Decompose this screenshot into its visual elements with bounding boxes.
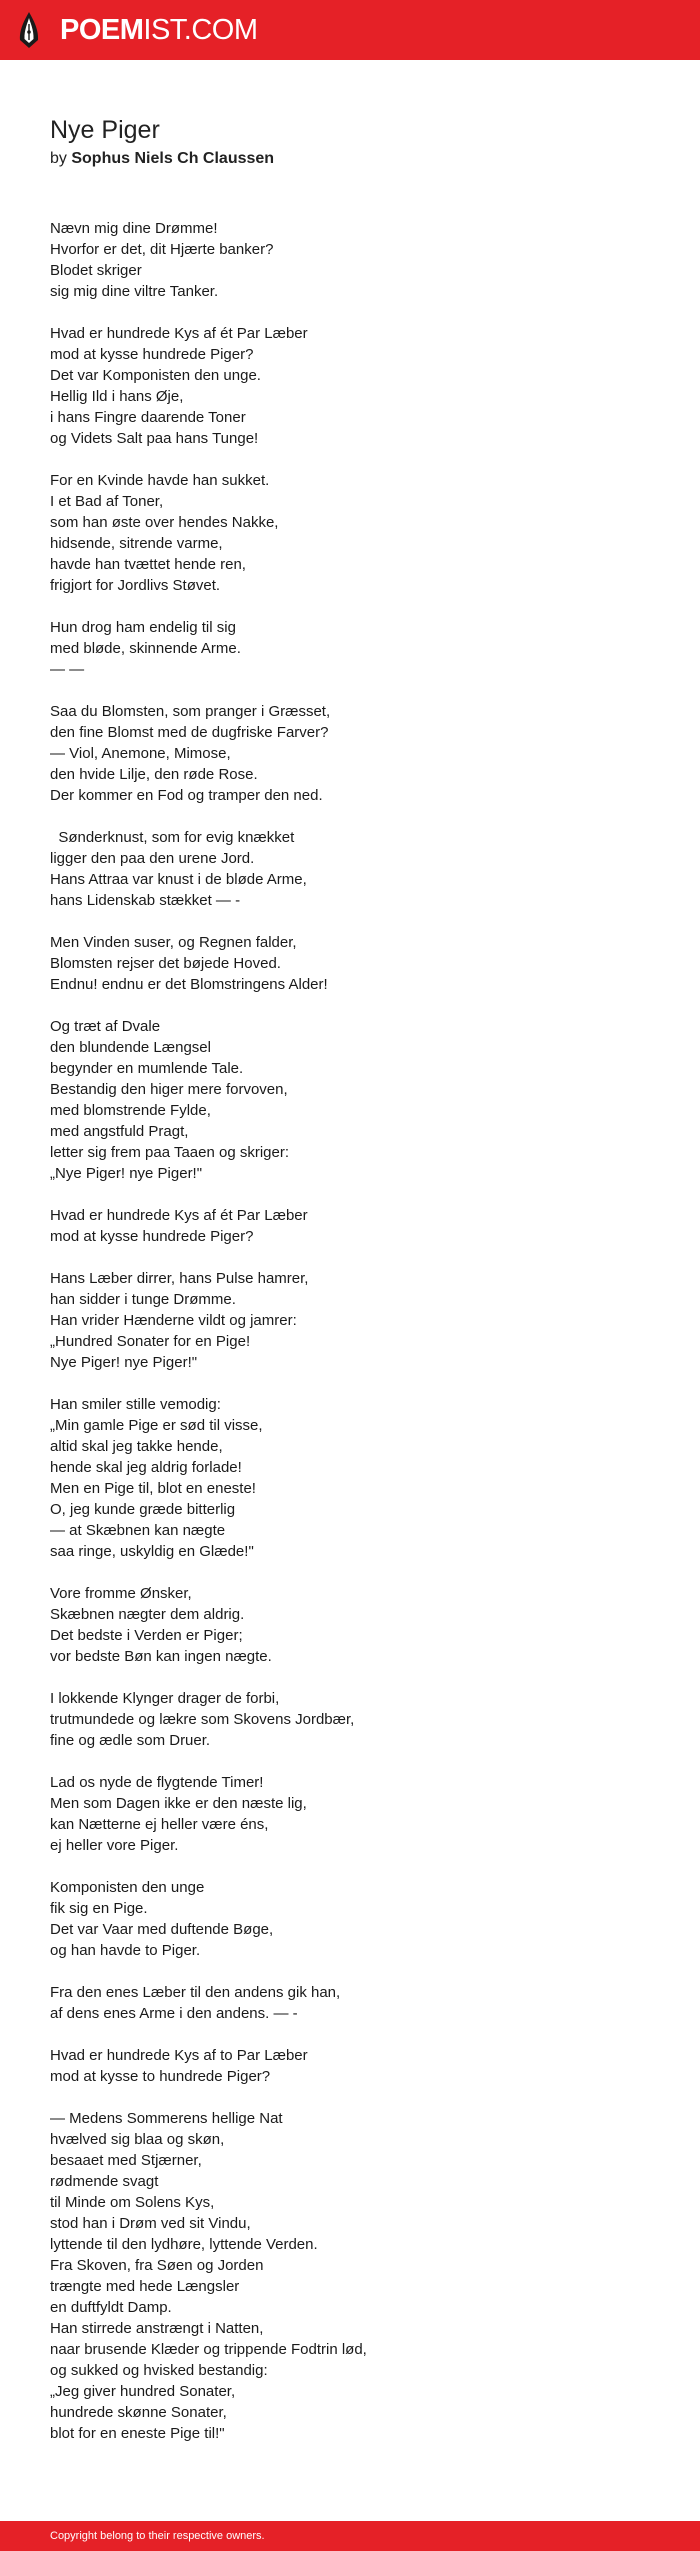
poem-line: „Min gamle Pige er sød til visse,: [50, 1417, 263, 1434]
poem-line: „Hundred Sonater for en Pige!: [50, 1333, 251, 1350]
poem-stanza: [50, 2045, 670, 2087]
poem-line: fine og ædle som Druer.: [50, 1732, 211, 1749]
poem-line: med blomstrende Fylde,: [50, 1102, 211, 1119]
poem-line: hvælved sig blaa og skøn,: [50, 2131, 225, 2148]
poem-line: Vore fromme Ønsker,: [50, 1585, 192, 1602]
poem-line: Nye Piger! nye Piger!": [50, 1354, 198, 1371]
poem-stanza: [50, 218, 670, 302]
poem-line: han sidder i tunge Drømme.: [50, 1291, 236, 1308]
poem-line: Skæbnen nægter dem aldrig.: [50, 1606, 245, 1623]
poem-line: Saa du Blomsten, som pranger i Græsset,: [50, 703, 331, 720]
logo-text-light: IST.COM: [143, 14, 258, 46]
poem-line: Bestandig den higer mere forvoven,: [50, 1081, 288, 1098]
poem-stanza: [50, 1583, 670, 1667]
poem-line: begynder en mumlende Tale.: [50, 1060, 244, 1077]
poem-line: Hans Attraa var knust i de bløde Arme,: [50, 871, 307, 888]
poem-line: den fine Blomst med de dugfriske Farver?: [50, 724, 329, 741]
poem-line: Hans Læber dirrer, hans Pulse hamrer,: [50, 1270, 309, 1287]
poem-line: I et Bad af Toner,: [50, 493, 164, 510]
poem-line: af dens enes Arme i den andens. — -: [50, 2005, 298, 2022]
poem-line: blot for en eneste Pige til!": [50, 2425, 225, 2442]
poem-stanza: [50, 323, 670, 449]
poem-line: hidsende, sitrende varme,: [50, 535, 223, 552]
author-link[interactable]: Sophus Niels Ch Claussen: [71, 150, 275, 167]
poem-line: rødmende svagt: [50, 2173, 159, 2190]
poem-line: hans Lidenskab stækket — -: [50, 892, 241, 909]
poem-stanza: [50, 1772, 670, 1856]
poem-line: til Minde om Solens Kys,: [50, 2194, 215, 2211]
poem-line: Komponisten den unge: [50, 1879, 205, 1896]
poem-line: For en Kvinde havde han sukket.: [50, 472, 270, 489]
poem-line: saa ringe, uskyldig en Glæde!": [50, 1543, 254, 1560]
poem-stanza: [50, 1877, 670, 1961]
poem-line: ligger den paa den urene Jord.: [50, 850, 255, 867]
poem-line: Han vrider Hænderne vildt og jamrer:: [50, 1312, 297, 1329]
logo-text-strong: POEM: [60, 14, 144, 46]
poem-line: Hun drog ham endelig til sig: [50, 619, 236, 636]
poem-line: og han havde to Piger.: [50, 1942, 201, 1959]
poem-line: sig mig dine viltre Tanker.: [50, 283, 219, 300]
poem-line: hundrede skønne Sonater,: [50, 2404, 227, 2421]
poem-line: Lad os nyde de flygtende Timer!: [50, 1774, 264, 1791]
poem-line: og sukked og hvisked bestandig:: [50, 2362, 268, 2379]
poem-line: Hvad er hundrede Kys af ét Par Læber: [50, 325, 308, 342]
poem-line: Sønderknust, som for evig knækket: [50, 829, 295, 846]
poem-body: [50, 218, 670, 2465]
poem-line: Det var Komponisten den unge.: [50, 367, 261, 384]
poem-line: Men en Pige til, blot en eneste!: [50, 1480, 256, 1497]
poem-line: Fra den enes Læber til den andens gik han,: [50, 1984, 341, 2001]
poem-line: Blomsten rejser det bøjede Hoved.: [50, 955, 281, 972]
byline: [50, 148, 274, 170]
poem-line: stod han i Drøm ved sit Vindu,: [50, 2215, 251, 2232]
poem-line: — —: [50, 661, 85, 678]
poem-line: Fra Skoven, fra Søen og Jorden: [50, 2257, 264, 2274]
poem-line: „Nye Piger! nye Piger!": [50, 1165, 203, 1182]
poem-stanza: [50, 1205, 670, 1247]
poem-line: Hellig Ild i hans Øje,: [50, 388, 184, 405]
poem-stanza: [50, 1982, 670, 2024]
poem-line: den hvide Lilje, den røde Rose.: [50, 766, 258, 783]
poem-line: altid skal jeg takke hende,: [50, 1438, 223, 1455]
poem-stanza: [50, 470, 670, 596]
site-logo[interactable]: [60, 14, 258, 46]
poem-line: fik sig en Pige.: [50, 1900, 148, 1917]
poem-line: Det var Vaar med duftende Bøge,: [50, 1921, 274, 1938]
poem-line: I lokkende Klynger drager de forbi,: [50, 1690, 280, 1707]
poem-line: frigjort for Jordlivs Støvet.: [50, 577, 221, 594]
site-footer: [0, 2521, 700, 2551]
poem-stanza: [50, 1268, 670, 1373]
poem-line: Han smiler stille vemodig:: [50, 1396, 221, 1413]
poem-line: besaaet med Stjærner,: [50, 2152, 202, 2169]
poem-stanza: [50, 2108, 670, 2444]
poem-line: havde han tvættet hende ren,: [50, 556, 246, 573]
site-header: [0, 0, 700, 60]
poem-line: hende skal jeg aldrig forlade!: [50, 1459, 242, 1476]
poem-line: Men som Dagen ikke er den næste lig,: [50, 1795, 307, 1812]
poem-line: lyttende til den lydhøre, lyttende Verden.: [50, 2236, 318, 2253]
poem-line: med angstfuld Pragt,: [50, 1123, 189, 1140]
poem-stanza: [50, 1394, 670, 1562]
by-label: by: [50, 150, 67, 167]
poem-line: Endnu! endnu er det Blomstringens Alder!: [50, 976, 328, 993]
poem-line: Og træt af Dvale: [50, 1018, 161, 1035]
poem-line: Det bedste i Verden er Piger;: [50, 1627, 243, 1644]
poem-line: med bløde, skinnende Arme.: [50, 640, 241, 657]
poem-stanza: [50, 1016, 670, 1184]
poem-line: den blundende Længsel: [50, 1039, 211, 1056]
poem-title: Nye Piger: [50, 116, 160, 144]
poem-line: Hvorfor er det, dit Hjærte banker?: [50, 241, 274, 258]
poem-line: i hans Fingre daarende Toner: [50, 409, 246, 426]
poem-line: vor bedste Bøn kan ingen nægte.: [50, 1648, 272, 1665]
poem-line: ej heller vore Piger.: [50, 1837, 179, 1854]
poem-line: trutmundede og lækre som Skovens Jordbær,: [50, 1711, 355, 1728]
poem-line: Men Vinden suser, og Regnen falder,: [50, 934, 297, 951]
poem-stanza: [50, 1688, 670, 1751]
poem-line: — at Skæbnen kan nægte: [50, 1522, 226, 1539]
poem-line: — Medens Sommerens hellige Nat: [50, 2110, 283, 2127]
poem-line: Hvad er hundrede Kys af ét Par Læber: [50, 1207, 308, 1224]
pen-nib-icon[interactable]: [17, 10, 41, 50]
poem-line: O, jeg kunde græde bitterlig: [50, 1501, 236, 1518]
poem-line: mod at kysse hundrede Piger?: [50, 346, 254, 363]
poem-stanza: [50, 827, 670, 911]
poem-line: Han stirrede anstrængt i Natten,: [50, 2320, 264, 2337]
poem-line: — Viol, Anemone, Mimose,: [50, 745, 231, 762]
poem-line: Der kommer en Fod og tramper den ned.: [50, 787, 323, 804]
poem-line: en duftfyldt Damp.: [50, 2299, 172, 2316]
poem-line: „Jeg giver hundred Sonater,: [50, 2383, 236, 2400]
poem-line: trængte med hede Længsler: [50, 2278, 240, 2295]
poem-line: Blodet skriger: [50, 262, 142, 279]
poem-stanza: [50, 701, 670, 806]
poem-line: mod at kysse hundrede Piger?: [50, 1228, 254, 1245]
poem-stanza: [50, 932, 670, 995]
poem-line: naar brusende Klæder og trippende Fodtrin lød,: [50, 2341, 367, 2358]
poem-line: kan Nætterne ej heller være éns,: [50, 1816, 269, 1833]
poem-stanza: [50, 617, 670, 680]
poem-line: som han øste over hendes Nakke,: [50, 514, 279, 531]
copyright-text: Copyright belong to their respective owners.: [50, 2530, 265, 2542]
poem-line: Hvad er hundrede Kys af to Par Læber: [50, 2047, 308, 2064]
poem-line: Nævn mig dine Drømme!: [50, 220, 218, 237]
poem-line: letter sig frem paa Taaen og skriger:: [50, 1144, 290, 1161]
poem-line: mod at kysse to hundrede Piger?: [50, 2068, 271, 2085]
poem-line: og Videts Salt paa hans Tunge!: [50, 430, 259, 447]
